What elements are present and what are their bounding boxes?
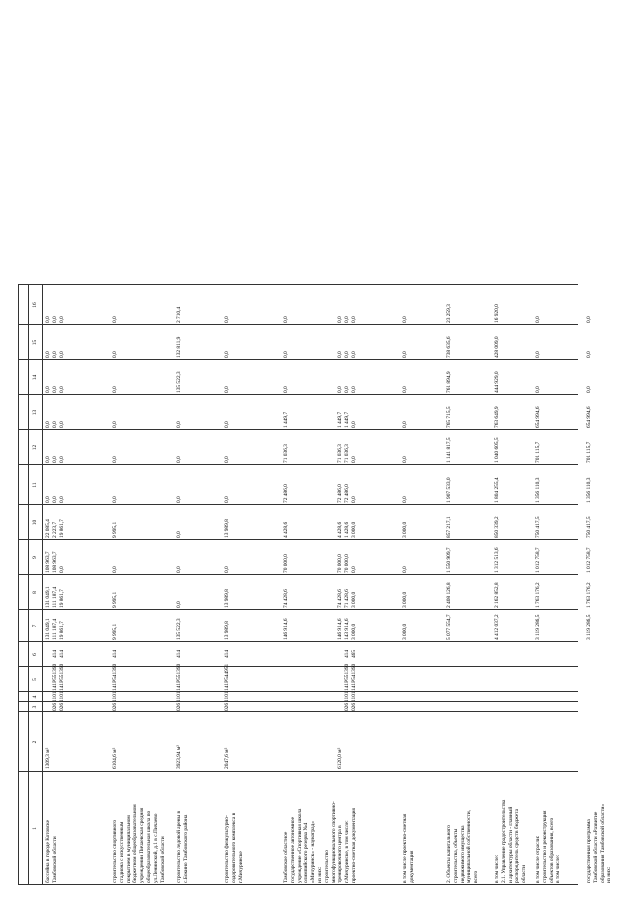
row-value: 131 049,1 111 187,4 19 861,7 [45,586,65,608]
header-line [18,285,19,885]
row-value: 22 085,4 2 223,7 19 861,7 [45,519,65,538]
row-c6: 414 [176,649,182,659]
row-name: строительство спортивного стадиона с искусственным покрытием в муниципальном бюджетном общеобразовательном учреждении Пичаевская средняя общеобразовательная школа по ул.Ленинской, д.1 в с.Пичаево Тамбовской области [112,804,166,883]
row-c5: 141P551390 141P541390 [344,663,357,691]
column-line [18,539,578,540]
row-c4: 1101 [176,691,182,702]
row-value: 0,0 [224,351,230,358]
row-value: 3 000,0 [402,591,408,608]
row-c6: 414 [112,649,118,659]
row-c4: 1101 1101 [344,691,357,702]
row-value: 0,0 0,0 0,0 [45,316,65,323]
row-area: 6104,6 м² [112,747,118,769]
row-value: 1 763 176,2 [535,582,541,608]
column-number: 5 [32,678,38,681]
row-value: 1 040 605,5 [494,437,500,463]
row-value: 654 994,6 [586,406,592,428]
row-c6: 414 414 [51,649,65,659]
row-value: 765 715,5 [446,406,452,428]
row-value: 0,0 0,0 0,0 0,0 [283,316,357,323]
column-number: 10 [32,519,38,526]
column-number: 2 [32,740,38,744]
row-value: 71 036,3 71 036,3 71 036,3 0,0 [283,444,357,463]
row-value: 2 710,4 [176,306,182,323]
row-value: 1 907 533,0 [446,477,452,503]
row-value: 23 259,3 [446,304,452,323]
row-value: 1 804 255,4 [494,477,500,503]
row-value: 0,0 [224,566,230,573]
row-value: 0,0 [402,456,408,463]
row-value: 0,0 0,0 0,0 [45,421,65,428]
row-value: 4 428,6 4 428,6 1 428,6 3 000,0 [283,521,357,538]
row-value: 5 077 554,7 [446,614,452,640]
row-value: 428 009,0 [494,336,500,358]
row-area: 6120,0 м² [337,747,343,769]
row-value: 70 000,0 70 000,0 70 000,0 0,0 [283,554,357,573]
row-value: 0,0 [176,421,182,428]
row-value: 0,0 0,0 0,0 [45,351,65,358]
row-name: в том числе проектно-сметная документация [402,813,415,883]
column-number: 12 [32,444,38,451]
column-line [18,884,578,885]
row-value: 0,0 [224,386,230,393]
column-number: 9 [32,556,38,559]
row-value: 0,0 0,0 0,0 [45,386,65,393]
row-area: 3923,94 м² [176,745,182,769]
row-value: 654 994,6 [535,406,541,428]
row-c4: 1101 [112,691,118,702]
column-number: 15 [32,339,38,346]
column-number: 1 [32,827,38,830]
row-name: в том числе: 2.1. Управление градостроительства и архитектуры области - главный распорядитель средств бюджета области [494,799,528,883]
row-value: 0,0 [112,496,118,503]
row-value: 1 550 909,7 [446,547,452,573]
row-value: 857 217,1 [446,516,452,538]
row-name: в том числе отрасли: строительство и реконструкция объектов образования, всего в том числе: [535,810,562,883]
row-value: 0,0 0,0 0,0 0,0 [283,386,357,393]
row-value: 0,0 [402,351,408,358]
row-value: 13 989,8 [224,589,230,608]
row-value: 132 811,9 [176,336,182,358]
column-number: 3 [32,705,38,709]
column-line [18,609,578,610]
row-value: 0,0 [402,566,408,573]
column-line [18,771,578,772]
row-value: 0,0 [112,421,118,428]
row-value: 0,0 [586,351,592,358]
row-value: 135 522,3 [176,618,182,640]
row-value: 131 049,1 111 187,4 19 861,7 [45,618,65,640]
row-value: 1 012 758,7 [535,547,541,573]
column-number: 4 [32,695,38,699]
row-name: Тамбовское областное государственное автономное учреждение «Спортивная школа олимпийского резерва №4 «Мичуринск» - наукоград» из них: строительство многофункционального спортивно- тренировочного центра в г.Мичуринске, в том числе: проектно-сметная документация [283,801,357,883]
column-line [18,284,578,285]
row-value: 0,0 [176,601,182,608]
row-value: 3 119 286,5 [535,614,541,640]
row-value: 16 920,0 [494,304,500,323]
row-value: 108 963,7 108 963,7 0,0 [45,551,65,573]
column-number: 6 [32,653,38,656]
column-line [18,574,578,575]
row-name: государственная программа Тамбовской области «Развитие образования Тамбовской области» из них: [586,803,613,883]
column-line [18,359,578,360]
row-value: 763 649,9 [494,406,500,428]
row-c6: 414 465 [344,649,357,659]
row-value: 1 763 176,2 [586,582,592,608]
row-c4: 1101 [224,691,230,702]
row-value: 1 312 513,6 [494,547,500,573]
row-value: 0,0 [224,456,230,463]
column-line [18,429,578,430]
row-value: 850 339,2 [494,516,500,538]
row-value: 9 995,1 [112,623,118,640]
row-value: 750 417,5 [535,516,541,538]
row-value: 3 119 286,5 [586,614,592,640]
row-value: 2 408 126,8 [446,582,452,608]
column-line [18,464,578,465]
row-area: 2047,6 м² [224,747,230,769]
column-line [18,394,578,395]
row-value: 0,0 [535,316,541,323]
row-c3: 026 026 [344,702,357,712]
header-line [42,285,43,885]
row-value: 1 356 110,3 [586,477,592,503]
row-value: 0,0 [224,316,230,323]
row-value: 738 635,6 [446,336,452,358]
row-value: 0,0 [224,496,230,503]
row-c3: 026 026 [51,702,65,712]
column-number: 14 [32,374,38,381]
row-value: 13 989,8 [224,621,230,640]
row-value: 0,0 [535,386,541,393]
row-c5: 141P551390 141P551390 [51,663,65,691]
row-value: 0,0 [176,566,182,573]
row-value: 0,0 [112,351,118,358]
row-value: 0,0 [402,421,408,428]
row-c5: 141P541390 [112,663,118,691]
row-value: 0,0 [402,316,408,323]
row-value: 0,0 [402,386,408,393]
row-c5: 141P551390 [176,663,182,691]
row-value: 146 914,6 146 914,6 143 914,6 3 000,0 [283,618,357,640]
row-value: 0,0 [586,316,592,323]
column-line [18,504,578,505]
row-value: 13 989,8 [224,519,230,538]
row-value: 0,0 [176,531,182,538]
row-value: 1 449,7 1 449,7 1 449,7 0,0 [283,411,357,428]
row-value: 0,0 0,0 0,0 0,0 [283,351,357,358]
row-value: 9 995,1 [112,521,118,538]
column-number: 8 [32,591,38,594]
row-value: 0,0 [224,421,230,428]
row-value: 1 012 758,7 [586,547,592,573]
row-value: 701 115,7 [535,441,541,463]
row-name: бассейна в городе Котовске Тамбовской области [45,820,58,883]
column-number: 16 [32,302,38,308]
row-value: 0,0 0,0 0,0 [45,496,65,503]
row-value: 0,0 [535,351,541,358]
row-value: 135 522,3 [176,371,182,393]
row-value: 1 141 817,5 [446,437,452,463]
column-number: 11 [32,482,38,488]
row-value: 74 428,6 74 428,6 71 428,6 3 000,0 [283,589,357,608]
row-area: 1309,3 м² [45,747,51,769]
row-value: 72 486,0 72 486,0 72 486,0 0,0 [283,484,357,503]
row-c4: 1101 1101 [51,691,65,702]
row-name: строительство ледовой арены в с.Бокино Тамбовского района [176,810,189,883]
row-value: 444 929,0 [494,371,500,393]
column-number: 13 [32,409,38,416]
header-line [28,285,29,885]
row-c6: 414 [224,649,230,659]
row-value: 0,0 [586,386,592,393]
row-value: 0,0 [176,456,182,463]
row-c3: 026 [176,702,182,712]
row-c5: 141P544951 [224,663,230,691]
row-value: 0,0 [112,456,118,463]
row-value: 9 995,1 [112,591,118,608]
row-name: 2. Объекты капитального строительства, объекты недвижимого имущества муниципальной собственности, всего [446,810,480,883]
row-value: 0,0 [112,386,118,393]
column-number: 7 [32,624,38,628]
row-value: 3 000,0 [402,623,408,640]
row-value: 3 000,0 [402,521,408,538]
row-value: 2 162 852,8 [494,582,500,608]
row-value: 0,0 [402,496,408,503]
column-line [18,324,578,325]
row-c3: 026 [112,702,118,712]
row-value: 0,0 [112,566,118,573]
row-value: 0,0 [176,496,182,503]
row-value: 761 894,9 [446,371,452,393]
row-name: строительство физкультурно- оздоровительного комплекса в г.Мичуринске [224,812,244,883]
row-value: 4 412 037,2 [494,614,500,640]
row-value: 750 417,5 [586,516,592,538]
row-c3: 026 [224,702,230,712]
row-value: 701 115,7 [586,441,592,463]
row-value: 0,0 [112,316,118,323]
row-value: 0,0 0,0 0,0 [45,456,65,463]
row-value: 1 356 110,3 [535,477,541,503]
